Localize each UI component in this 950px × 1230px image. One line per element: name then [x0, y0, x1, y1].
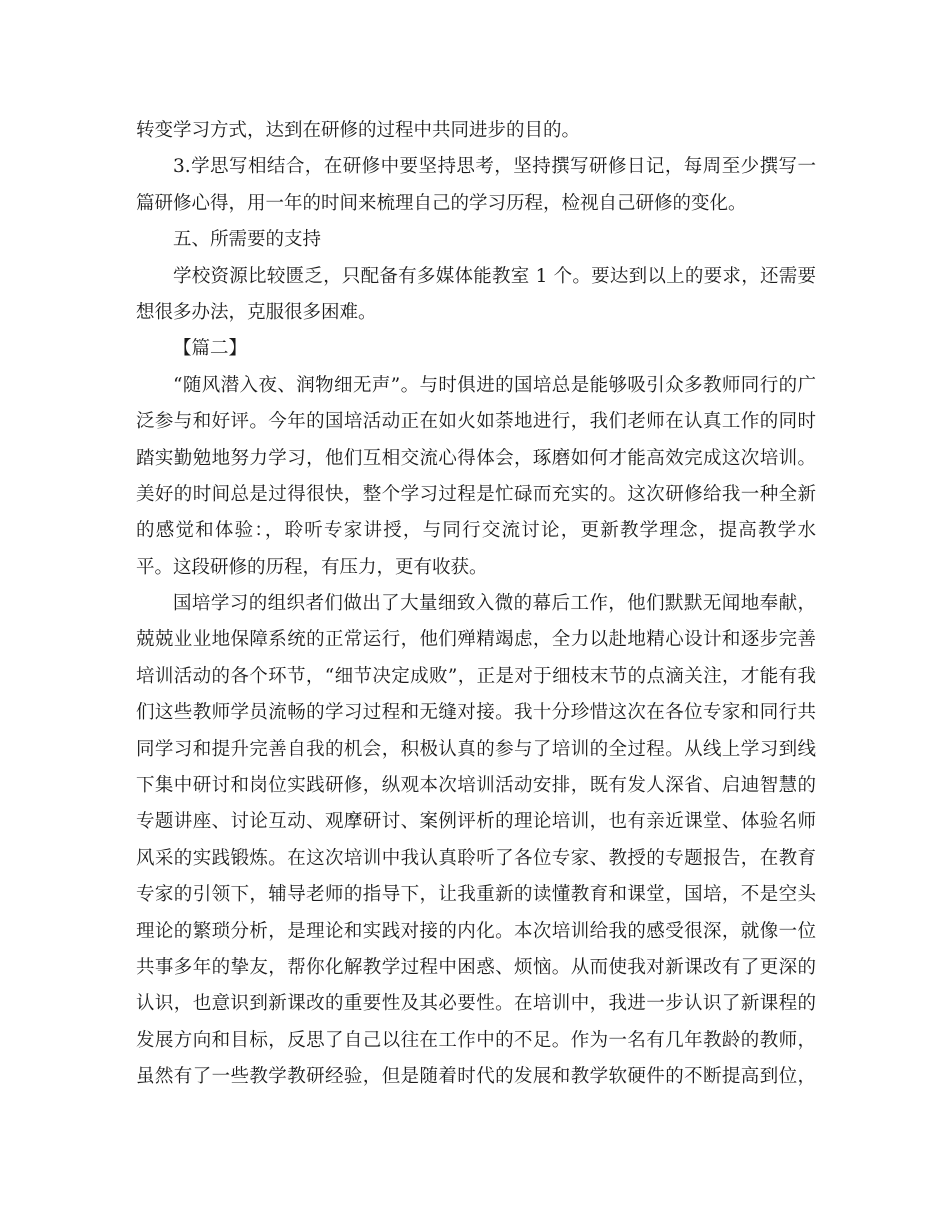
- text-line: 泛参与和好评。今年的国培活动正在如火如荼地进行，我们老师在认真工作的同时: [136, 411, 816, 433]
- text-line: 认识，也意识到新课改的重要性及其必要性。在培训中，我进一步认识了新课程的: [136, 993, 816, 1015]
- text-line: “随风潜入夜、润物细无声”。与时俱进的国培总是能够吸引众多教师同行的广: [173, 374, 816, 396]
- text-line: 学校资源比较匮乏，只配备有多媒体能教室 1 个。要达到以上的要求，还需要: [173, 265, 816, 287]
- text-line: 兢兢业业地保障系统的正常运行，他们殚精竭虑，全力以赴地精心设计和逐步完善: [136, 629, 816, 651]
- text-line: 虽然有了一些教学教研经验，但是随着时代的发展和教学软硬件的不断提高到位，: [136, 1066, 816, 1088]
- text-line: 的感觉和体验：，聆听专家讲授，与同行交流讨论，更新教学理念，提高教学水: [136, 520, 816, 542]
- text-line: 转变学习方式，达到在研修的过程中共同进步的目的。: [136, 120, 581, 141]
- text-line: 发展方向和目标，反思了自己以往在工作中的不足。作为一名有几年教龄的教师，: [136, 1029, 816, 1051]
- paragraph-intro: [136, 368, 816, 586]
- document-body: [136, 113, 816, 1096]
- text-line: 理论的繁琐分析，是理论和实践对接的内化。本次培训给我的感受很深，就像一位: [136, 920, 816, 942]
- text-line: 培训活动的各个环节，“细节决定成败”，正是对于细枝末节的点滴关注，才能有我: [136, 665, 816, 687]
- text-line: 下集中研讨和岗位实践研修，纵观本次培训活动安排，既有发人深省、启迪智慧的: [136, 775, 816, 797]
- text-line: 想很多办法，克服很多困难。: [136, 301, 377, 323]
- text-line: 3.学思写相结合，在研修中要坚持思考，坚持撰写研修日记，每周至少撰写一: [173, 156, 816, 178]
- text-line: 专题讲座、讨论互动、观摩研讨、案例评析的理论培训，也有亲近课堂、体验名师: [136, 811, 816, 833]
- part-heading: 【篇二】: [173, 338, 248, 360]
- paragraph-continuation: [136, 113, 816, 149]
- section-heading: 五、所需要的支持: [173, 229, 322, 251]
- text-line: 平。这段研修的历程，有压力，更有收获。: [136, 556, 488, 578]
- text-line: 风采的实践锻炼。在这次培训中我认真聆听了各位专家、教授的专题报告，在教育: [136, 847, 816, 869]
- paragraph-point-3: [136, 149, 816, 222]
- text-line: 共事多年的挚友，帮你化解教学过程中困惑、烦恼。从而使我对新课改有了更深的: [136, 956, 816, 978]
- paragraph-support: [136, 259, 816, 332]
- paragraph-organizers: [136, 586, 816, 1095]
- text-line: 踏实勤勉地努力学习，他们互相交流心得体会，琢磨如何才能高效完成这次培训。: [136, 447, 816, 469]
- text-line: 们这些教师学员流畅的学习过程和无缝对接。我十分珍惜这次在各位专家和同行共: [136, 702, 816, 724]
- text-line: 国培学习的组织者们做出了大量细致入微的幕后工作，他们默默无闻地奉献，: [173, 593, 816, 615]
- text-line: 同学习和提升完善自我的机会，积极认真的参与了培训的全过程。从线上学习到线: [136, 738, 816, 760]
- part-heading-2: [136, 331, 816, 367]
- text-line: 美好的时间总是过得很快，整个学习过程是忙碌而充实的。这次研修给我一种全新: [136, 483, 816, 505]
- section-heading-support: [136, 222, 816, 258]
- text-line: 篇研修心得，用一年的时间来梳理自己的学习历程，检视自己研修的变化。: [136, 192, 747, 214]
- text-line: 专家的引领下，辅导老师的指导下，让我重新的读懂教育和课堂，国培，不是空头: [136, 884, 816, 906]
